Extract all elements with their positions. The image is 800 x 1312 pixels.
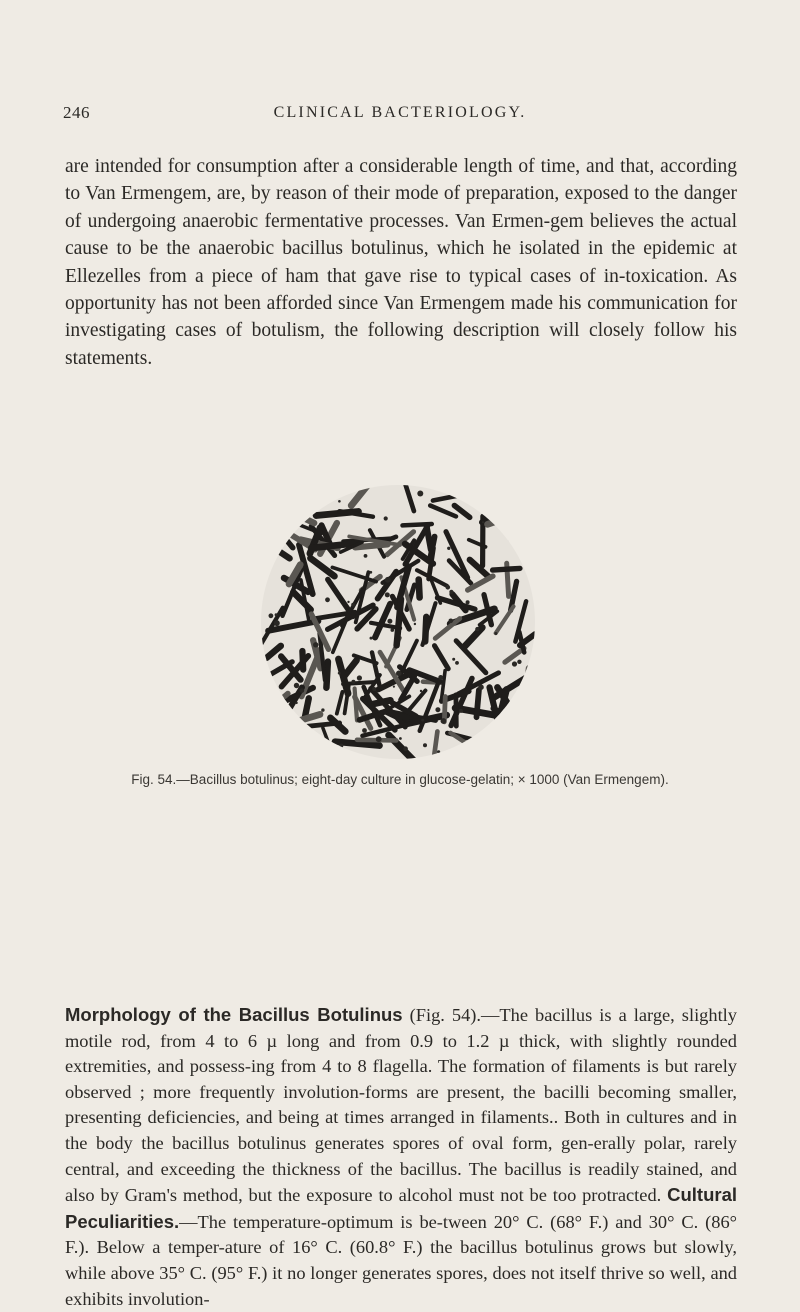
spore-dot xyxy=(459,709,463,713)
text-morphology: (Fig. 54).—The bacillus is a large, slightly motile rod, from 4 to 6 µ long and from 0.9 to 1.2 µ thick, with slightly rounded extremities, and possess-ing from 4 to 8 flagella. The formation of filaments is but rarely observed ; more frequently involution-forms are present, the bacilli becoming smaller, presenting deficiencies, and being at times arranged in filaments.. Both in cultures and in the body the bacillus botulinus generates spores of oval form, gen-erally polar, rarely central, and exceeding the thickness of the bacillus. The bacillus is readily stained, and also by Gram's method, but the exposure to alcohol must not be too protracted. xyxy=(65,1005,737,1205)
spore-dot xyxy=(421,719,424,722)
spore-dot xyxy=(299,688,304,693)
spore-dot xyxy=(357,675,362,680)
spore-dot xyxy=(403,746,408,751)
spore-dot xyxy=(385,592,390,597)
spore-dot xyxy=(494,632,497,635)
spore-dot xyxy=(498,750,501,753)
spore-dot xyxy=(338,500,341,503)
bacillus-rod xyxy=(482,510,501,523)
text-cultural: —The temperature-optimum is be-tween 20° C. (68° F.) and 30° C. (86° F.). Below a temper-ature of 16° C. (60.8° F.) the bacillus botulinus grows but slowly, while above 35° C. (95° F.) it no longer generates spores, does not itself thrive so well, and exhibits involution- xyxy=(65,1212,737,1309)
bacillus-rod xyxy=(269,502,314,524)
bacillus-rod xyxy=(355,689,357,721)
spore-dot xyxy=(517,728,519,730)
spore-dot xyxy=(364,554,368,558)
spore-dot xyxy=(475,627,479,631)
spore-dot xyxy=(313,642,318,647)
bacillus-rod xyxy=(502,497,505,518)
micrograph-illustration xyxy=(258,482,538,762)
spore-dot xyxy=(441,718,447,724)
bacillus-rod xyxy=(444,697,445,722)
spore-dot xyxy=(437,750,440,753)
spore-dot xyxy=(298,499,302,503)
spore-dot xyxy=(423,743,427,747)
spore-dot xyxy=(280,709,284,713)
spore-dot xyxy=(274,620,280,626)
bacillus-rod xyxy=(486,507,509,513)
bacillus-rod xyxy=(505,703,531,724)
bacillus-rod xyxy=(500,741,523,751)
bacillus-rod xyxy=(517,702,534,716)
spore-dot xyxy=(325,597,330,602)
spore-dot xyxy=(466,600,470,604)
spore-dot xyxy=(396,671,402,677)
spore-dot xyxy=(387,619,392,624)
spore-dot xyxy=(385,577,391,583)
bacillus-rod xyxy=(326,662,328,688)
spore-dot xyxy=(417,491,423,497)
spore-dot xyxy=(512,661,517,666)
paragraph-morphology xyxy=(65,1002,737,1312)
spore-dot xyxy=(376,736,382,742)
spore-dot xyxy=(384,516,388,520)
spore-dot xyxy=(478,684,484,690)
spore-dot xyxy=(435,707,440,712)
bacillus-rod xyxy=(477,690,479,717)
spore-dot xyxy=(399,737,402,740)
spore-dot xyxy=(269,613,274,618)
spore-dot xyxy=(452,658,455,661)
spore-dot xyxy=(295,702,297,704)
spore-dot xyxy=(347,601,349,603)
paragraph-intro: are intended for consumption after a considerable length of time, and that, according to Van Ermengem, are, by reason of their mode of preparation, exposed to the danger of undergoing anaerobic fermentative processes. Van Ermen-gem believes the actual cause to be the anaerobic bacillus botulinus, which he isolated in the epidemic at Ellezelles from a piece of ham that gave rise to typical cases of in-toxication. As opportunity has not been afforded since Van Ermengem made his communication for investigating cases of botulism, the following description will closely follow his statements. xyxy=(65,153,737,372)
spore-dot xyxy=(449,590,453,594)
bacillus-rod xyxy=(511,532,538,539)
spore-dot xyxy=(351,680,355,684)
spore-dot xyxy=(414,623,416,625)
bacillus-rod xyxy=(525,668,529,709)
spore-dot xyxy=(351,603,355,607)
bacillus-rod xyxy=(302,651,303,670)
spore-dot xyxy=(446,585,451,590)
figure-caption: Fig. 54.—Bacillus botulinus; eight-day culture in glucose-gelatin; × 1000 (Van Ermengem). xyxy=(95,771,705,788)
heading-cultural: Cultural Peculiarities. xyxy=(65,1184,737,1232)
spore-dot xyxy=(285,514,287,516)
bacillus-rod xyxy=(431,537,435,557)
spore-dot xyxy=(393,686,395,688)
spore-dot xyxy=(420,690,422,692)
spore-dot xyxy=(339,744,343,748)
spore-dot xyxy=(482,521,484,523)
bacillus-rod xyxy=(419,580,420,598)
spore-dot xyxy=(447,547,450,550)
running-title: CLINICAL BACTERIOLOGY. xyxy=(200,104,600,122)
bacillus-rod xyxy=(501,733,522,752)
spore-dot xyxy=(438,675,443,680)
spore-dot xyxy=(483,748,485,750)
spore-dot xyxy=(517,660,521,664)
spore-dot xyxy=(449,619,454,624)
spore-dot xyxy=(275,613,278,616)
spore-dot xyxy=(338,672,341,675)
bacillus-rod xyxy=(493,568,520,570)
bacillus-rod xyxy=(488,509,534,525)
heading-morphology: Morphology of the Bacillus Botulinus xyxy=(65,1004,403,1025)
bacillus-rod xyxy=(397,599,401,645)
spore-dot xyxy=(370,637,373,640)
bacillus-micrograph-figure xyxy=(258,482,538,762)
spore-dot xyxy=(362,728,367,733)
spore-dot xyxy=(372,687,376,691)
bacillus-rod xyxy=(258,701,284,734)
bacillus-rod xyxy=(259,704,285,720)
bacillus-rod xyxy=(261,694,288,717)
bacillus-rod xyxy=(425,617,426,642)
spore-dot xyxy=(391,628,395,632)
spore-dot xyxy=(455,661,459,665)
bacillus-rod xyxy=(268,724,295,761)
page-number: 246 xyxy=(63,103,90,123)
spore-dot xyxy=(321,708,324,711)
spore-dot xyxy=(369,571,372,574)
spore-dot xyxy=(294,683,299,688)
